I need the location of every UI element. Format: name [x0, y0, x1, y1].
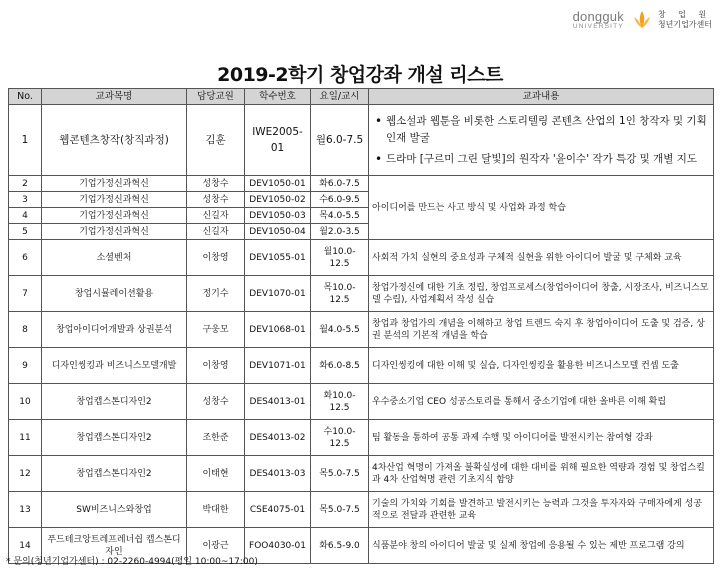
- row-code: DEV1050-03: [245, 208, 311, 224]
- row-prof: 성창수: [187, 176, 245, 192]
- table-row: [9, 348, 714, 384]
- row-code: IWE2005-01: [245, 105, 311, 176]
- row-content: 창업과 창업가의 개념을 이해하고 창업 트렌드 숙지 후 창업아이디어 도출 및 검증, 상권 분석의 기본적 개념을 학습: [369, 312, 714, 348]
- row-course: 창업시뮬레이션활용: [42, 276, 187, 312]
- row-no: 12: [9, 456, 42, 492]
- row-course: 기업가정신과혁신: [42, 192, 187, 208]
- row-time: 월4.0-5.5: [311, 312, 369, 348]
- table-header-row: [9, 89, 714, 105]
- row-no: 4: [9, 208, 42, 224]
- row-no: 2: [9, 176, 42, 192]
- row-course: 기업가정신과혁신: [42, 224, 187, 240]
- row-time: 목5.0-7.5: [311, 456, 369, 492]
- row-code: DES4013-02: [245, 420, 311, 456]
- row-time: 화10.0-12.5: [311, 384, 369, 420]
- table-row: [9, 456, 714, 492]
- row-content: 4차산업 혁명이 가져올 불확실성에 대한 대비를 위해 필요한 역량과 경험 및 창업스킬과 4차 산업혁명 관련 기초지식 함양: [369, 456, 714, 492]
- row-course: 소셜벤처: [42, 240, 187, 276]
- row-prof: 김훈: [187, 105, 245, 176]
- table-row: [9, 312, 714, 348]
- contact-footer: * 문의(청년기업가센터) : 02-2260-4994(평일 10:00~17:00): [6, 557, 258, 567]
- row-course: 디자인씽킹과 비즈니스모델개발: [42, 348, 187, 384]
- lotus-emblem-icon: [631, 8, 653, 32]
- row-course: 창업아이디어개발과 상권분석: [42, 312, 187, 348]
- table-row: [9, 176, 714, 192]
- row-prof: 신길자: [187, 208, 245, 224]
- row-no: 7: [9, 276, 42, 312]
- row-code: DEV1071-01: [245, 348, 311, 384]
- row-course: 웹콘텐츠창작(창직과정): [42, 105, 187, 176]
- row-content: 식품분야 창의 아이디어 발굴 및 실제 창업에 응용될 수 있는 제반 프로그램 강의: [369, 528, 714, 564]
- row-no: 1: [9, 105, 42, 176]
- row-no: 8: [9, 312, 42, 348]
- row-course: 창업캡스톤디자인2: [42, 384, 187, 420]
- row-course: 기업가정신과혁신: [42, 176, 187, 192]
- row-code: FOO4030-01: [245, 528, 311, 564]
- column-header: 교과목명: [42, 89, 187, 105]
- table-row: [9, 492, 714, 528]
- table-row: [9, 276, 714, 312]
- logo-korean-line1: 창 업 원: [657, 10, 712, 19]
- row-course: 푸드테크앙트레프레너쉽 캡스톤디자인: [42, 528, 187, 564]
- row-content: 우수중소기업 CEO 성공스토리를 통해서 중소기업에 대한 올바른 이해 확립: [369, 384, 714, 420]
- row-time: 화6.0-8.5: [311, 348, 369, 384]
- row-code: CSE4075-01: [245, 492, 311, 528]
- row-time: 월2.0-3.5: [311, 224, 369, 240]
- row-prof: 정기수: [187, 276, 245, 312]
- row-course: 창업캡스톤디자인2: [42, 420, 187, 456]
- row-content: 사회적 가치 실현의 중요성과 구체적 실현을 위한 아이디어 발굴 및 구체화 교육: [369, 240, 714, 276]
- row-time: 화6.0-7.5: [311, 176, 369, 192]
- table-row: [9, 240, 714, 276]
- row-no: 9: [9, 348, 42, 384]
- university-logo: [573, 4, 712, 36]
- row-code: DES4013-03: [245, 456, 311, 492]
- row-course: 기업가정신과혁신: [42, 208, 187, 224]
- row-no: 6: [9, 240, 42, 276]
- row-content: 디자인씽킹에 대한 이해 및 실습, 디자인씽킹을 활용한 비즈니스모델 컨셉 도출: [369, 348, 714, 384]
- logo-university: UNIVERSITY: [572, 22, 624, 30]
- row-code: DES4013-01: [245, 384, 311, 420]
- row-prof: 신길자: [187, 224, 245, 240]
- row-content: 기술의 가치와 기회를 발견하고 발전시키는 능력과 그것을 투자자와 구매자에게 성공적으로 전달과 관련한 교육: [369, 492, 714, 528]
- column-header: 담당교원: [187, 89, 245, 105]
- content-bullet: • 웹소설과 웹툰을 비롯한 스토리텔링 콘텐츠 산업의 1인 창작자 및 기획인재 발굴: [386, 113, 710, 147]
- row-content: 창업가정신에 대한 기초 정립, 창업프로세스(창업아이디어 창출, 시장조사, 비즈니스모델 수립), 사업계획서 작성 실습: [369, 276, 714, 312]
- row-prof: 이창영: [187, 348, 245, 384]
- row-time: 수10.0-12.5: [311, 420, 369, 456]
- row-no: 11: [9, 420, 42, 456]
- table-row: [9, 105, 714, 176]
- content-bullet: • 드라마 [구르미 그린 달빛]의 원작자 '윤이수' 작가 특강 및 개별 지도: [386, 151, 710, 168]
- row-code: DEV1068-01: [245, 312, 311, 348]
- row-content: [369, 105, 714, 176]
- row-prof: 성창수: [187, 192, 245, 208]
- row-prof: 조한준: [187, 420, 245, 456]
- logo-korean-line2: 청년기업가센터: [657, 20, 712, 29]
- column-header: No.: [9, 89, 42, 105]
- row-prof: 성창수: [187, 384, 245, 420]
- row-no: 13: [9, 492, 42, 528]
- row-code: DEV1050-04: [245, 224, 311, 240]
- page-title: 2019-2학기 창업강좌 개설 리스트: [217, 64, 503, 86]
- row-prof: 구웅모: [187, 312, 245, 348]
- row-prof: 이광근: [187, 528, 245, 564]
- logo-english: dongguk: [572, 8, 624, 24]
- row-prof: 이창영: [187, 240, 245, 276]
- table-row: [9, 420, 714, 456]
- row-code: DEV1050-02: [245, 192, 311, 208]
- row-content-shared: 아이디어를 만드는 사고 방식 및 사업화 과정 학습: [369, 176, 714, 240]
- row-no: 3: [9, 192, 42, 208]
- row-time: 목10.0-12.5: [311, 276, 369, 312]
- row-course: SW비즈니스와창업: [42, 492, 187, 528]
- row-no: 5: [9, 224, 42, 240]
- column-header: 요일/교시: [311, 89, 369, 105]
- row-code: DEV1070-01: [245, 276, 311, 312]
- row-code: DEV1055-01: [245, 240, 311, 276]
- row-no: 14: [9, 528, 42, 564]
- row-time: 월10.0-12.5: [311, 240, 369, 276]
- column-header: 학수번호: [245, 89, 311, 105]
- row-course: 창업캡스톤디자인2: [42, 456, 187, 492]
- row-code: DEV1050-01: [245, 176, 311, 192]
- column-header: 교과내용: [369, 89, 714, 105]
- table-row: [9, 384, 714, 420]
- row-content: 팀 활동을 통하여 공통 과제 수행 및 아이디어를 발전시키는 참여형 강좌: [369, 420, 714, 456]
- row-prof: 이태현: [187, 456, 245, 492]
- row-time: 월6.0-7.5: [311, 105, 369, 176]
- row-prof: 박대한: [187, 492, 245, 528]
- row-time: 화6.5-9.0: [311, 528, 369, 564]
- row-time: 목5.0-7.5: [311, 492, 369, 528]
- course-table: [8, 88, 714, 564]
- row-no: 10: [9, 384, 42, 420]
- row-time: 수6.0-9.5: [311, 192, 369, 208]
- row-time: 목4.0-5.5: [311, 208, 369, 224]
